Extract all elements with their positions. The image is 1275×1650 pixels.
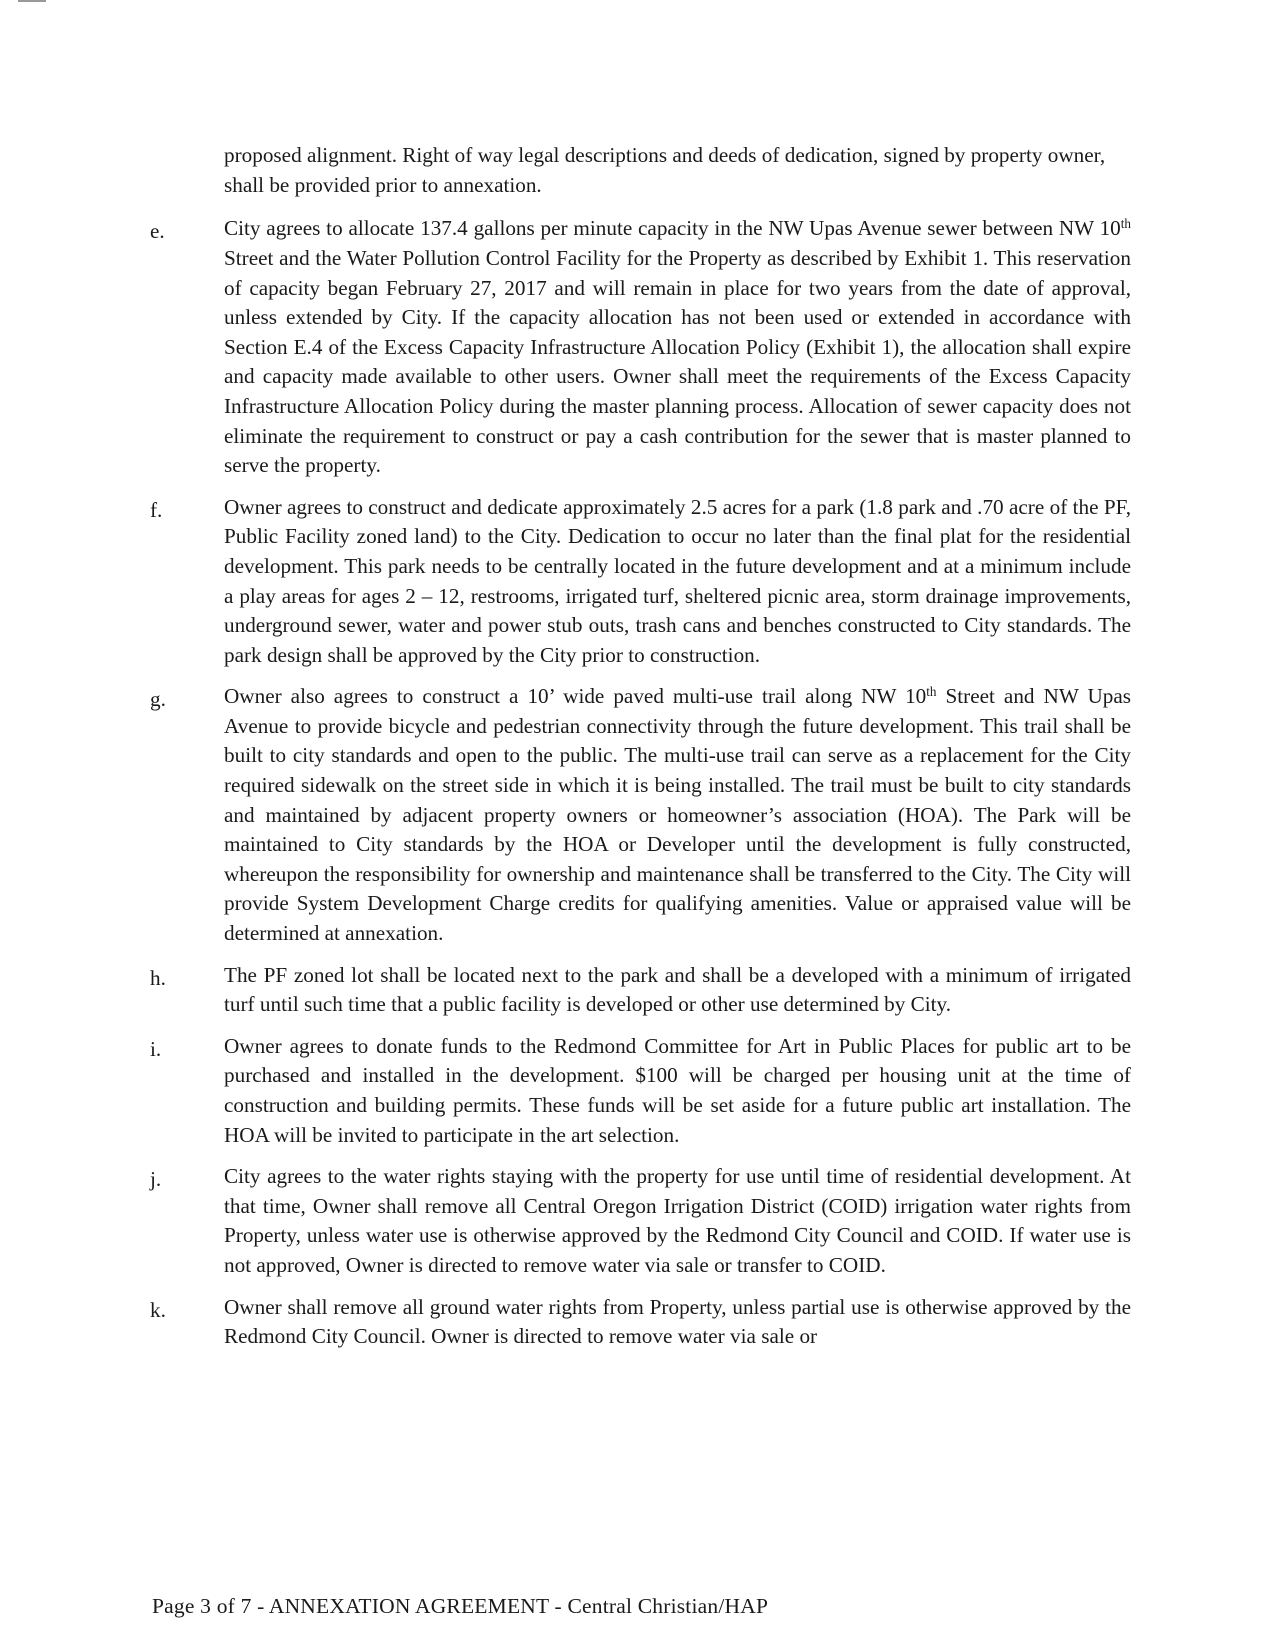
item-marker: i. xyxy=(150,1036,162,1061)
list-item-e xyxy=(150,214,1131,480)
item-text: City agrees to allocate 137.4 gallons per minute capacity in the NW Upas Avenue sewer between NW 10 xyxy=(224,216,1121,241)
list-item-h xyxy=(150,961,1131,1020)
list-item-i xyxy=(150,1032,1131,1150)
item-text-cont: Street and the Water Pollution Control Facility for the Property as described by Exhibit 1. This reservation of capacity began February 27, 2017 and will remain in place for two years from the date of approval, unless extended by City. If the capacity allocation has not been used or extended in accordance with Section E.4 of the Excess Capacity Infrastructure Allocation Policy (Exhibit 1), the allocation shall expire and capacity made available to other users. Owner shall meet the requirements of the Excess Capacity Infrastructure Allocation Policy during the master planning process. Allocation of sewer capacity does not eliminate the requirement to construct or pay a cash contribution for the sewer that is master planned to serve the property. xyxy=(224,245,1131,478)
item-marker: j. xyxy=(150,1167,162,1192)
item-marker: e. xyxy=(150,219,165,244)
item-text: City agrees to the water rights staying with the property for use until time of residential development. At that time, Owner shall remove all Central Oregon Irrigation District (COID) irrigation water rights from Property, unless water use is otherwise approved by the Redmond City Council and COID. If water use is not approved, Owner is directed to remove water via sale or transfer to COID. xyxy=(224,1164,1131,1277)
list-item-j xyxy=(150,1162,1131,1280)
agreement-body xyxy=(0,120,1275,1364)
item-text: Owner shall remove all ground water rights from Property, unless partial use is otherwise approved by the Redmond City Council. Owner is directed to remove water via sale or xyxy=(224,1294,1131,1349)
page-footer: Page 3 of 7 - ANNEXATION AGREEMENT - Central Christian/HAP xyxy=(152,1594,769,1618)
item-marker: k. xyxy=(150,1297,166,1322)
scan-corner-mark xyxy=(18,0,46,5)
item-text: Owner agrees to construct and dedicate approximately 2.5 acres for a park (1.8 park and .70 acre of the PF, Public Facility zoned land) to the City. Dedication to occur no later than the final plat for the residential development. This park needs to be centrally located in the future development and at a minimum include a play areas for ages 2 – 12, restrooms, irrigated turf, sheltered picnic area, storm drainage improvements, underground sewer, water and power stub outs, trash cans and benches constructed to City standards. The park design shall be approved by the City prior to construction. xyxy=(224,494,1131,667)
item-text: Owner agrees to donate funds to the Redmond Committee for Art in Public Places for public art to be purchased and installed in the development. $100 will be charged per housing unit at the time of construction and building permits. These funds will be set aside for a future public art installation. The HOA will be invited to participate in the art selection. xyxy=(224,1033,1131,1147)
superscript-ordinal: th xyxy=(1120,216,1131,232)
item-marker: g. xyxy=(150,687,166,712)
continuation-paragraph: proposed alignment. Right of way legal descriptions and deeds of dedication, signed by property owner, shall be provided prior to annexation. xyxy=(224,143,1106,197)
item-marker: f. xyxy=(150,497,163,522)
item-text: The PF zoned lot shall be located next to the park and shall be a developed with a minimum of irrigated turf until such time that a public facility is developed or other use determined by City. xyxy=(224,962,1131,1017)
list-item-g xyxy=(150,682,1131,948)
item-text-cont: Street and NW Upas Avenue to provide bicycle and pedestrian connectivity through the future development. This trail shall be built to city standards and open to the public. The multi-use trail can serve as a replacement for the City required sidewalk on the street side in which it is being installed. The trail must be built to city standards and maintained by adjacent property owners or homeowner’s association (HOA). The Park will be maintained to City standards by the HOA or Developer until the development is fully constructed, whereupon the responsibility for ownership and maintenance shall be transferred to the City. The City will provide System Development Charge credits for qualifying amenities. Value or appraised value will be determined at annexation. xyxy=(224,684,1131,946)
list-item-f xyxy=(150,493,1131,671)
item-marker: h. xyxy=(150,965,166,990)
superscript-ordinal: th xyxy=(926,684,937,700)
list-item-k xyxy=(150,1293,1131,1352)
item-text: Owner also agrees to construct a 10’ wide paved multi-use trail along NW 10 xyxy=(224,684,927,709)
